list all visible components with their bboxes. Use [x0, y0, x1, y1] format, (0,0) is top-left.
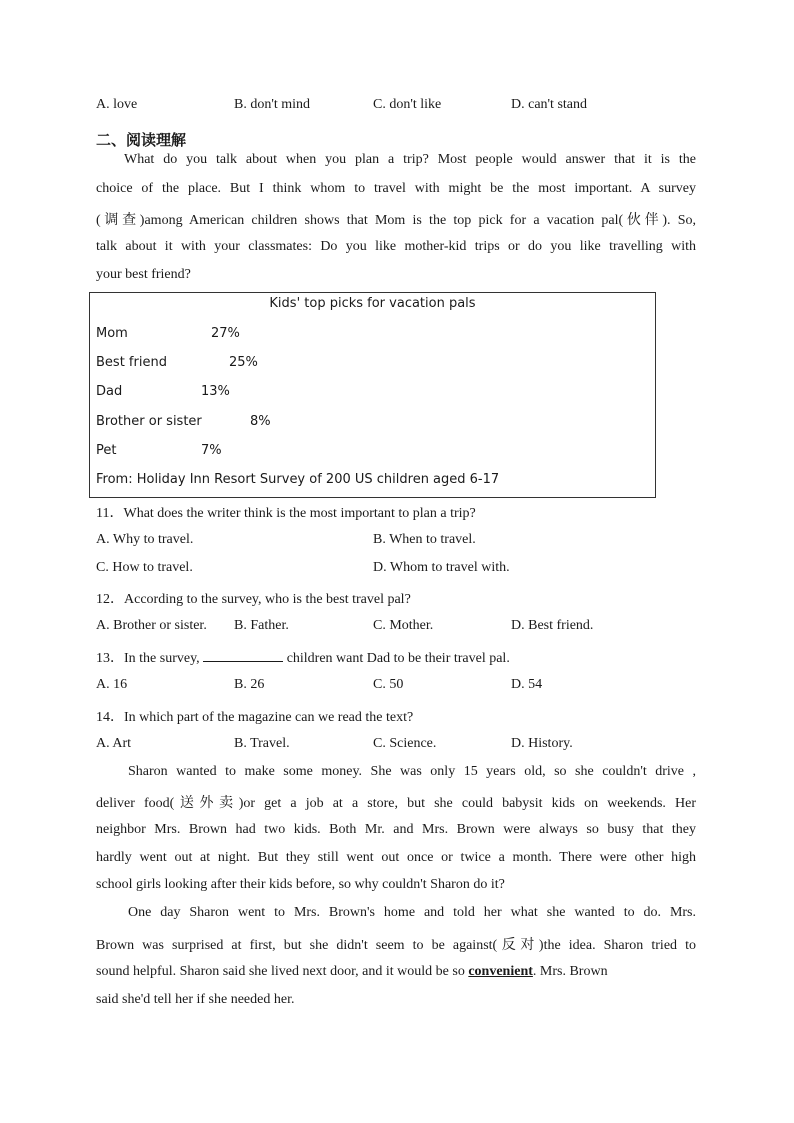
- q14-option-c: C. Science.: [373, 736, 437, 751]
- q10-option-c: C. don't like: [373, 97, 442, 112]
- q12-option-d: D. Best friend.: [511, 618, 594, 633]
- passage-2-line: hardly went out at night. But they still went out once or twice a month. There were other high: [96, 850, 696, 865]
- survey-row-value: 13%: [201, 384, 230, 399]
- q13-stem-before: 13．In the survey,: [96, 651, 200, 666]
- keyword-convenient: convenient: [468, 964, 533, 979]
- survey-row-label: Dad: [96, 384, 123, 399]
- q11-option-b: B. When to travel.: [373, 532, 476, 547]
- q11-stem: 11．What does the writer think is the most important to plan a trip?: [96, 506, 476, 521]
- survey-row-value: 25%: [229, 355, 258, 370]
- passage-2-line: school girls looking after their kids before, so why couldn't Sharon do it?: [96, 877, 505, 892]
- passage-1-line: talk about it with your classmates: Do you like mother-kid trips or do you like travelling with: [96, 239, 696, 254]
- passage-2-line: [96, 964, 608, 980]
- q14-option-b: B. Travel.: [234, 736, 290, 751]
- q12-option-c: C. Mother.: [373, 618, 434, 633]
- q12-stem: 12．According to the survey, who is the best travel pal?: [96, 592, 411, 607]
- q11-option-a: A. Why to travel.: [96, 532, 194, 547]
- q11-option-d: D. Whom to travel with.: [373, 560, 510, 575]
- q10-option-d: D. can't stand: [511, 97, 588, 112]
- survey-row-label: Best friend: [96, 355, 167, 370]
- survey-row-label: Mom: [96, 326, 128, 341]
- passage-1-line: choice of the place. But I think whom to travel with might be the most important. A survey: [96, 181, 696, 196]
- q13-option-d: D. 54: [511, 677, 543, 692]
- passage-1-line: What do you talk about when you plan a trip? Most people would answer that it is the: [124, 152, 696, 167]
- survey-table: [89, 292, 656, 498]
- q10-option-a: A. love: [96, 97, 138, 112]
- q11-option-c: C. How to travel.: [96, 560, 193, 575]
- survey-row-value: 27%: [211, 326, 240, 341]
- q12-option-b: B. Father.: [234, 618, 289, 633]
- q12-option-a: A. Brother or sister.: [96, 618, 207, 633]
- q13-option-b: B. 26: [234, 677, 265, 692]
- passage-2-line: Brown was surprised at first, but she didn't seem to be against(反对)the idea. Sharon tried to: [96, 938, 696, 953]
- passage-1-line: your best friend?: [96, 267, 191, 282]
- passage-2-line: deliver food(送外卖)or get a job at a store, but she could babysit kids on weekends. Her: [96, 796, 696, 811]
- survey-row-value: 8%: [250, 414, 271, 429]
- passage-2-text: sound helpful. Sharon said she lived next door, and it would be so: [96, 964, 465, 979]
- q13-option-c: C. 50: [373, 677, 404, 692]
- q13-stem-after: children want Dad to be their travel pal.: [286, 651, 510, 666]
- survey-row-value: 7%: [201, 443, 222, 458]
- q14-option-a: A. Art: [96, 736, 131, 751]
- section-heading: 二、阅读理解: [96, 131, 187, 149]
- survey-source: From: Holiday Inn Resort Survey of 200 US children aged 6-17: [96, 472, 500, 487]
- q14-option-d: D. History.: [511, 736, 573, 751]
- q10-options: [0, 97, 794, 117]
- q10-option-b: B. don't mind: [234, 97, 311, 112]
- q13-option-a: A. 16: [96, 677, 128, 692]
- q14-stem: 14．In which part of the magazine can we read the text?: [96, 710, 414, 725]
- passage-2-line: Sharon wanted to make some money. She was only 15 years old, so she couldn't drive ,: [128, 764, 696, 779]
- passage-1-line: (调查)among American children shows that Mom is the top pick for a vacation pal(伙伴). So,: [96, 213, 696, 228]
- passage-2-line: neighbor Mrs. Brown had two kids. Both Mr. and Mrs. Brown were always so busy that they: [96, 822, 696, 837]
- passage-2-text: . Mrs. Brown: [532, 964, 608, 979]
- passage-2-line: said she'd tell her if she needed her.: [96, 992, 295, 1007]
- passage-2-line: One day Sharon went to Mrs. Brown's home and told her what she wanted to do. Mrs.: [128, 905, 696, 920]
- survey-title: Kids' top picks for vacation pals: [269, 296, 476, 311]
- q13-answer-blank: [203, 649, 283, 662]
- q13-stem: [96, 647, 510, 667]
- survey-row-label: Brother or sister: [96, 414, 202, 429]
- survey-row-label: Pet: [96, 443, 117, 458]
